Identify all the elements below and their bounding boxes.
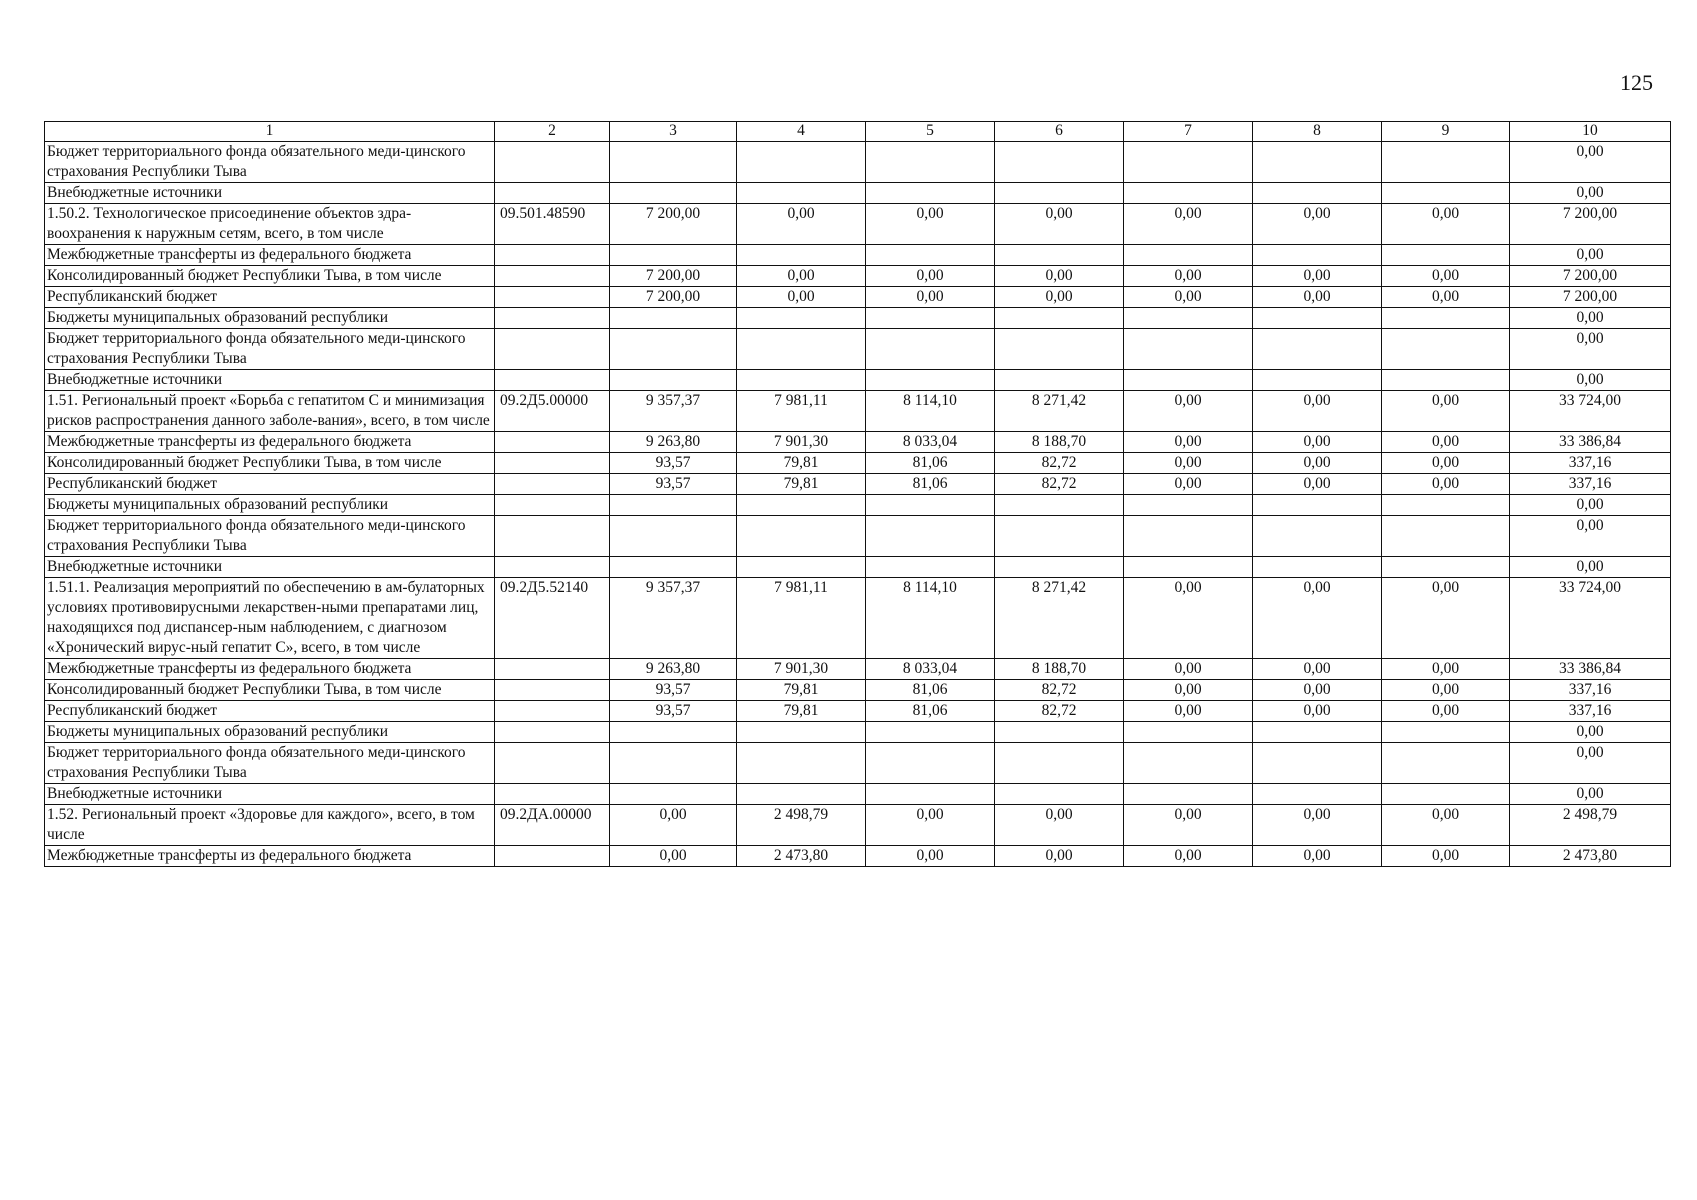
column-header: 7 (1124, 122, 1253, 142)
row-value: 0,00 (1253, 846, 1382, 867)
row-value (866, 308, 995, 329)
row-value (610, 495, 737, 516)
row-total: 33 724,00 (1510, 391, 1671, 432)
row-total: 0,00 (1510, 743, 1671, 784)
row-value: 0,00 (1124, 846, 1253, 867)
row-value: 0,00 (1382, 578, 1510, 659)
row-value (1382, 183, 1510, 204)
row-code (495, 474, 610, 495)
row-value (737, 370, 866, 391)
table-row (45, 453, 1671, 474)
table-row (45, 557, 1671, 578)
row-value: 8 114,10 (866, 578, 995, 659)
row-label: Республиканский бюджет (45, 701, 495, 722)
row-value: 0,00 (1382, 846, 1510, 867)
row-code (495, 370, 610, 391)
table-row (45, 204, 1671, 245)
row-value (1253, 329, 1382, 370)
table-row (45, 578, 1671, 659)
row-label: Бюджет территориального фонда обязательного меди-цинского страхования Республики Тыва (45, 516, 495, 557)
row-value: 0,00 (866, 287, 995, 308)
row-value (1253, 516, 1382, 557)
column-header: 10 (1510, 122, 1671, 142)
row-value: 9 263,80 (610, 432, 737, 453)
column-header: 4 (737, 122, 866, 142)
row-total: 337,16 (1510, 474, 1671, 495)
row-value: 9 357,37 (610, 391, 737, 432)
row-value: 0,00 (610, 846, 737, 867)
row-value (1253, 722, 1382, 743)
row-value (1253, 142, 1382, 183)
row-value (1124, 329, 1253, 370)
row-total: 0,00 (1510, 308, 1671, 329)
row-code: 09.2ДА.00000 (495, 805, 610, 846)
row-value: 82,72 (995, 453, 1124, 474)
row-label: Консолидированный бюджет Республики Тыва, в том числе (45, 453, 495, 474)
row-code (495, 516, 610, 557)
row-value (866, 784, 995, 805)
row-value: 7 200,00 (610, 204, 737, 245)
row-code (495, 659, 610, 680)
row-value: 79,81 (737, 474, 866, 495)
row-value (737, 142, 866, 183)
row-label: Бюджет территориального фонда обязательного меди-цинского страхования Республики Тыва (45, 142, 495, 183)
row-value: 0,00 (1124, 680, 1253, 701)
row-value: 0,00 (1253, 204, 1382, 245)
table-row (45, 846, 1671, 867)
row-value (737, 516, 866, 557)
row-value: 0,00 (1124, 432, 1253, 453)
row-label: 1.50.2. Технологическое присоединение объектов здра-воохранения к наружным сетям, всего, в том числе (45, 204, 495, 245)
row-code (495, 495, 610, 516)
page-number: 125 (1620, 70, 1653, 95)
row-value: 81,06 (866, 453, 995, 474)
row-code (495, 680, 610, 701)
row-value: 0,00 (995, 805, 1124, 846)
row-value (1124, 245, 1253, 266)
row-code (495, 722, 610, 743)
table-row (45, 287, 1671, 308)
header-row (45, 122, 1671, 142)
column-header: 9 (1382, 122, 1510, 142)
row-value (1124, 722, 1253, 743)
row-value: 0,00 (737, 287, 866, 308)
row-value: 7 981,11 (737, 578, 866, 659)
row-code (495, 701, 610, 722)
row-label: Внебюджетные источники (45, 183, 495, 204)
row-total: 0,00 (1510, 245, 1671, 266)
row-value: 0,00 (1124, 701, 1253, 722)
table-row (45, 183, 1671, 204)
row-value (737, 495, 866, 516)
row-value: 7 901,30 (737, 432, 866, 453)
row-value: 9 357,37 (610, 578, 737, 659)
row-value: 0,00 (1253, 680, 1382, 701)
row-value: 0,00 (995, 846, 1124, 867)
column-header: 8 (1253, 122, 1382, 142)
row-value: 93,57 (610, 453, 737, 474)
row-total: 0,00 (1510, 516, 1671, 557)
row-value (995, 370, 1124, 391)
row-value (610, 329, 737, 370)
row-total: 7 200,00 (1510, 266, 1671, 287)
row-code (495, 784, 610, 805)
row-label: Межбюджетные трансферты из федерального бюджета (45, 659, 495, 680)
table-row (45, 266, 1671, 287)
row-total: 33 724,00 (1510, 578, 1671, 659)
row-value: 82,72 (995, 474, 1124, 495)
table-row (45, 659, 1671, 680)
row-value (995, 183, 1124, 204)
row-code (495, 308, 610, 329)
row-label: 1.51.1. Реализация мероприятий по обеспечению в ам-булаторных условиях противовирусными лекарствен-ными препаратами лиц, находящихся под диспансер-ным наблюдением, с диагнозом «Хронический вирус-ный гепатит С», всего, в том числе (45, 578, 495, 659)
row-value (610, 516, 737, 557)
row-value (1382, 370, 1510, 391)
row-code (495, 329, 610, 370)
row-value: 0,00 (866, 266, 995, 287)
row-value: 0,00 (737, 266, 866, 287)
row-value: 0,00 (995, 204, 1124, 245)
row-value: 0,00 (866, 204, 995, 245)
row-value: 81,06 (866, 701, 995, 722)
row-value: 82,72 (995, 680, 1124, 701)
row-value: 0,00 (1124, 805, 1253, 846)
row-value (1382, 743, 1510, 784)
row-value: 79,81 (737, 680, 866, 701)
table-row (45, 329, 1671, 370)
row-value: 0,00 (1253, 432, 1382, 453)
table-row (45, 680, 1671, 701)
row-label: 1.51. Региональный проект «Борьба с гепатитом С и минимизация рисков распространения данного заболе-вания», всего, в том числе (45, 391, 495, 432)
row-value (1124, 743, 1253, 784)
row-code (495, 245, 610, 266)
table-row (45, 308, 1671, 329)
row-value (1382, 722, 1510, 743)
table-row (45, 370, 1671, 391)
row-total: 0,00 (1510, 784, 1671, 805)
row-total: 0,00 (1510, 329, 1671, 370)
row-total: 2 498,79 (1510, 805, 1671, 846)
row-value: 0,00 (1382, 204, 1510, 245)
row-code (495, 266, 610, 287)
row-value (866, 743, 995, 784)
row-value: 0,00 (1253, 701, 1382, 722)
row-value: 0,00 (1124, 266, 1253, 287)
row-total: 337,16 (1510, 701, 1671, 722)
row-value: 79,81 (737, 453, 866, 474)
row-value (1253, 245, 1382, 266)
row-value (995, 142, 1124, 183)
row-value: 0,00 (1382, 287, 1510, 308)
row-value: 0,00 (995, 266, 1124, 287)
row-value: 7 200,00 (610, 287, 737, 308)
row-total: 7 200,00 (1510, 287, 1671, 308)
row-value (866, 329, 995, 370)
row-value (610, 183, 737, 204)
row-value (1124, 784, 1253, 805)
row-label: Бюджеты муниципальных образований республики (45, 722, 495, 743)
row-value: 0,00 (1382, 432, 1510, 453)
row-code (495, 743, 610, 784)
row-label: Бюджет территориального фонда обязательного меди-цинского страхования Республики Тыва (45, 329, 495, 370)
row-value (1382, 557, 1510, 578)
row-value (610, 722, 737, 743)
row-value: 8 188,70 (995, 432, 1124, 453)
row-value: 0,00 (1253, 659, 1382, 680)
row-code (495, 432, 610, 453)
row-value: 8 188,70 (995, 659, 1124, 680)
row-value (1382, 245, 1510, 266)
row-value: 93,57 (610, 680, 737, 701)
row-value (737, 183, 866, 204)
row-value: 0,00 (866, 805, 995, 846)
row-value: 9 263,80 (610, 659, 737, 680)
row-value (1253, 495, 1382, 516)
table-row (45, 391, 1671, 432)
row-total: 0,00 (1510, 142, 1671, 183)
row-value (866, 370, 995, 391)
row-value: 0,00 (1124, 391, 1253, 432)
row-code: 09.501.48590 (495, 204, 610, 245)
row-label: Межбюджетные трансферты из федерального бюджета (45, 245, 495, 266)
row-value (866, 142, 995, 183)
row-value: 81,06 (866, 474, 995, 495)
row-label: Консолидированный бюджет Республики Тыва, в том числе (45, 266, 495, 287)
row-value: 0,00 (1253, 474, 1382, 495)
table-row (45, 784, 1671, 805)
row-value (610, 743, 737, 784)
row-value: 0,00 (1124, 578, 1253, 659)
row-value: 0,00 (1124, 474, 1253, 495)
row-value: 81,06 (866, 680, 995, 701)
column-header: 5 (866, 122, 995, 142)
row-value: 8 033,04 (866, 432, 995, 453)
row-value (866, 516, 995, 557)
table-row (45, 805, 1671, 846)
row-label: Внебюджетные источники (45, 557, 495, 578)
row-value: 0,00 (1124, 287, 1253, 308)
row-value: 0,00 (1124, 204, 1253, 245)
row-value: 7 901,30 (737, 659, 866, 680)
row-code (495, 846, 610, 867)
row-total: 0,00 (1510, 183, 1671, 204)
row-label: Межбюджетные трансферты из федерального бюджета (45, 846, 495, 867)
row-code (495, 453, 610, 474)
row-value: 0,00 (1382, 474, 1510, 495)
row-value: 93,57 (610, 474, 737, 495)
column-header: 6 (995, 122, 1124, 142)
row-value (737, 743, 866, 784)
row-value (737, 722, 866, 743)
row-value (995, 245, 1124, 266)
row-value: 79,81 (737, 701, 866, 722)
column-header: 2 (495, 122, 610, 142)
row-value (995, 308, 1124, 329)
row-value: 0,00 (1382, 453, 1510, 474)
row-value: 0,00 (1124, 659, 1253, 680)
row-value: 0,00 (1382, 680, 1510, 701)
row-value (1382, 495, 1510, 516)
row-total: 0,00 (1510, 495, 1671, 516)
row-value: 0,00 (1382, 391, 1510, 432)
row-total: 0,00 (1510, 557, 1671, 578)
row-value: 0,00 (1382, 659, 1510, 680)
budget-table (44, 121, 1671, 867)
row-value (610, 557, 737, 578)
row-label: Внебюджетные источники (45, 784, 495, 805)
row-code (495, 142, 610, 183)
row-value: 0,00 (1253, 287, 1382, 308)
row-label: Бюджеты муниципальных образований республики (45, 308, 495, 329)
row-label: Бюджеты муниципальных образований республики (45, 495, 495, 516)
row-total: 337,16 (1510, 680, 1671, 701)
row-label: Внебюджетные источники (45, 370, 495, 391)
row-label: Республиканский бюджет (45, 287, 495, 308)
row-total: 0,00 (1510, 370, 1671, 391)
row-value: 0,00 (1124, 453, 1253, 474)
table-row (45, 516, 1671, 557)
row-code: 09.2Д5.00000 (495, 391, 610, 432)
row-value (995, 784, 1124, 805)
row-total: 337,16 (1510, 453, 1671, 474)
row-value (1253, 557, 1382, 578)
row-value (610, 370, 737, 391)
row-value: 2 473,80 (737, 846, 866, 867)
row-label: 1.52. Региональный проект «Здоровье для каждого», всего, в том числе (45, 805, 495, 846)
row-code: 09.2Д5.52140 (495, 578, 610, 659)
row-value (1382, 329, 1510, 370)
row-value: 0,00 (1253, 805, 1382, 846)
table-body (45, 142, 1671, 867)
row-value (1253, 183, 1382, 204)
row-value (1124, 370, 1253, 391)
row-value (995, 516, 1124, 557)
table-row (45, 495, 1671, 516)
row-value (610, 308, 737, 329)
row-value (1124, 516, 1253, 557)
table-row (45, 722, 1671, 743)
row-value (1124, 142, 1253, 183)
row-value (866, 557, 995, 578)
row-value (737, 245, 866, 266)
row-value: 0,00 (1382, 266, 1510, 287)
row-value (1124, 557, 1253, 578)
row-value (866, 183, 995, 204)
row-value: 93,57 (610, 701, 737, 722)
column-header: 1 (45, 122, 495, 142)
table-row (45, 743, 1671, 784)
row-value: 0,00 (1253, 453, 1382, 474)
row-code (495, 287, 610, 308)
row-label: Республиканский бюджет (45, 474, 495, 495)
row-value (610, 142, 737, 183)
row-value (995, 557, 1124, 578)
row-value (1253, 370, 1382, 391)
row-total: 7 200,00 (1510, 204, 1671, 245)
row-value: 0,00 (610, 805, 737, 846)
row-total: 33 386,84 (1510, 659, 1671, 680)
row-value (1124, 495, 1253, 516)
table-row (45, 245, 1671, 266)
row-value (1382, 142, 1510, 183)
table-row (45, 432, 1671, 453)
row-value (866, 722, 995, 743)
row-value (1382, 784, 1510, 805)
row-value (1253, 784, 1382, 805)
row-value: 8 114,10 (866, 391, 995, 432)
row-value: 7 200,00 (610, 266, 737, 287)
row-value: 0,00 (1382, 805, 1510, 846)
row-value: 7 981,11 (737, 391, 866, 432)
row-value: 8 033,04 (866, 659, 995, 680)
row-label: Бюджет территориального фонда обязательного меди-цинского страхования Республики Тыва (45, 743, 495, 784)
row-value (995, 743, 1124, 784)
row-value: 0,00 (1253, 266, 1382, 287)
row-label: Межбюджетные трансферты из федерального бюджета (45, 432, 495, 453)
row-value: 2 498,79 (737, 805, 866, 846)
row-value (610, 784, 737, 805)
row-value (866, 495, 995, 516)
row-code (495, 183, 610, 204)
row-value: 8 271,42 (995, 391, 1124, 432)
row-value: 0,00 (1253, 391, 1382, 432)
row-code (495, 557, 610, 578)
row-value: 0,00 (995, 287, 1124, 308)
row-value (737, 557, 866, 578)
row-value (866, 245, 995, 266)
row-value (1253, 308, 1382, 329)
row-value: 8 271,42 (995, 578, 1124, 659)
table-row (45, 142, 1671, 183)
table-row (45, 701, 1671, 722)
row-label: Консолидированный бюджет Республики Тыва, в том числе (45, 680, 495, 701)
row-value: 0,00 (737, 204, 866, 245)
row-value (737, 784, 866, 805)
row-value (737, 308, 866, 329)
row-value (995, 329, 1124, 370)
row-value: 0,00 (866, 846, 995, 867)
row-value (1382, 308, 1510, 329)
row-value (737, 329, 866, 370)
row-total: 0,00 (1510, 722, 1671, 743)
row-value (610, 245, 737, 266)
row-value (1124, 183, 1253, 204)
table-row (45, 474, 1671, 495)
row-total: 33 386,84 (1510, 432, 1671, 453)
column-header: 3 (610, 122, 737, 142)
row-value (995, 722, 1124, 743)
row-value: 82,72 (995, 701, 1124, 722)
row-value (1124, 308, 1253, 329)
row-value: 0,00 (1382, 701, 1510, 722)
row-value (1382, 516, 1510, 557)
row-value (995, 495, 1124, 516)
row-value: 0,00 (1253, 578, 1382, 659)
row-value (1253, 743, 1382, 784)
row-total: 2 473,80 (1510, 846, 1671, 867)
